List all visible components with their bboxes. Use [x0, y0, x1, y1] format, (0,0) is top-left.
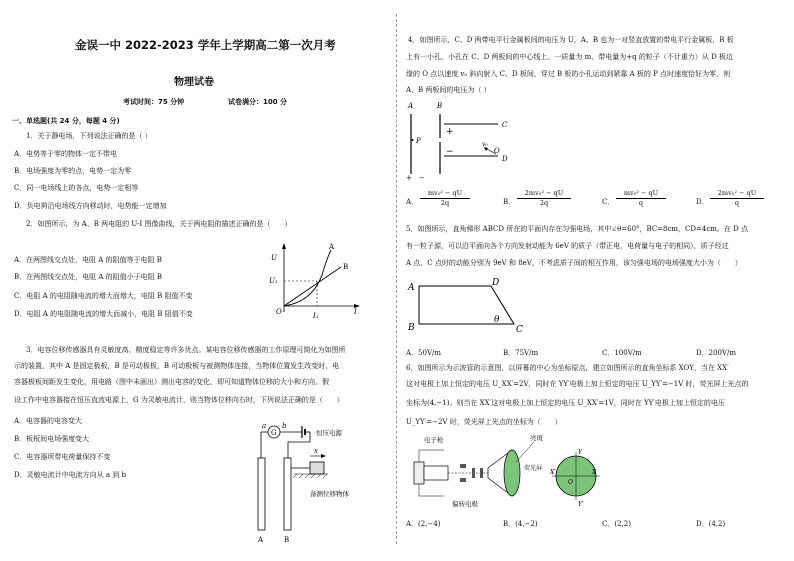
fig-label-b-small: b — [282, 422, 287, 430]
q4-option-d-fraction — [710, 189, 764, 208]
fig-label-d: D — [492, 278, 500, 288]
fig-label-source: 恒压电源 — [316, 429, 342, 437]
fig-label-o: O — [276, 308, 282, 316]
right-column — [398, 0, 794, 561]
q2-option-c: C．电阻 A 的电阻随电流的增大而增大，电阻 B 阻值不变 — [14, 292, 193, 300]
q4-option-b-numerator: 2mv₀² − qU — [517, 189, 571, 199]
q4-option-a-fraction — [420, 189, 470, 208]
q3-option-a: A．电容器的电容变大 — [14, 417, 83, 425]
fig-label-a-small: a — [262, 422, 267, 430]
q3-line-3: 容器极板间距发生变化，用电路（图中未画出）测出电容的变化，即可知道物体位移的大小和方向。假 — [14, 378, 329, 386]
fig-label-c: C — [516, 325, 523, 335]
fig-label-gun: 电子枪 — [424, 436, 444, 444]
fig-label-g: G — [271, 429, 277, 437]
q6-line-2: 这对电极上加上恒定的电压 U_XX′=2V，同时在 YY′电极上加上恒定的电压 U_YY′=−1V 时，荧光屏上光点的 — [406, 380, 749, 388]
q4-option-c-fraction — [616, 189, 666, 208]
q4-option-c: C． — [602, 198, 615, 206]
q2-option-b: B．在两图线交点处，电阻 A 的阻值小于电阻 B — [14, 273, 163, 281]
exam-title: 金误一中 2022-2023 学年上学期高二第一次月考 — [75, 38, 336, 52]
q6-line-1: 6．如图所示为示波管的示意图，以屏幕的中心为坐标原点，建立如图所示的直角坐标系 XOY，当在 XX′ — [406, 364, 729, 372]
fig-label-y: Y — [578, 449, 582, 456]
q5-line-3: A 点、C 点时的动能分别为 9eV 和 8eV，不考虑质子间的相互作用，该匀强电场的电场强度大小为（ ） — [406, 259, 742, 267]
fig-label-c: C — [502, 121, 508, 129]
q6-line-3: 坐标为(4,−1)。则当在 XX′这对电极上加上恒定的电压 U_XX′=1V，同时在 YY′电极上加上恒定的电压 — [406, 399, 725, 407]
q5-option-d: D．200V/m — [696, 349, 737, 357]
section-heading: 一、单选题(共 24 分，每题 4 分) — [12, 117, 120, 125]
q4-option-b-fraction — [517, 189, 571, 208]
q1-stem: 1．关于静电场，下列说法正确的是（ ） — [26, 132, 152, 140]
q1-option-c: C．同一电场线上的各点，电势一定相等 — [14, 184, 139, 192]
x-plate-right — [480, 468, 483, 478]
full-score: 试卷满分：100 分 — [228, 98, 288, 106]
fig-label-plate-b: B — [437, 102, 443, 110]
q1-option-b: B．电场强度为零的点，电势一定为零 — [14, 167, 132, 175]
q5-option-a: A．50V/m — [406, 349, 442, 357]
fig-pm-sign: + − — [406, 174, 425, 182]
curve-b — [284, 267, 341, 306]
q2-option-a: A．在两图线交点处，电阻 A 的阻值等于电阻 B — [14, 256, 162, 264]
fig-label-d: D — [502, 155, 508, 163]
fig-label-a: A — [408, 283, 415, 293]
fig-minus-sign: − — [446, 147, 454, 157]
q4-option-c-numerator: mv₀² − qU — [616, 189, 666, 199]
q4-option-a-denominator: 2q — [440, 199, 450, 207]
q3-capacitor-figure — [244, 418, 384, 550]
q4-option-b: B． — [503, 198, 516, 206]
q3-option-c: C．电容器所带电荷量保持不变 — [14, 453, 111, 461]
q4-line-2: 上有一小孔，小孔在 C、D 两板间的中心线上。一质量为 m、带电量为+q 的粒子（不计重力）从 D 板边 — [406, 53, 733, 61]
fig-label-v0: v₀ — [482, 141, 488, 148]
fig-label-bright: 亮斑 — [530, 434, 543, 442]
x-plate-left — [472, 468, 475, 478]
plate-a — [258, 458, 265, 530]
q4-option-a-numerator: mv₀² − qU — [420, 189, 470, 199]
fig-label-u: U — [271, 254, 277, 262]
q5-trapezoid-figure — [404, 276, 534, 338]
q4-option-a: A． — [406, 198, 419, 206]
fig-label-plate-b: B — [284, 536, 290, 544]
q3-option-b: B．板板间电场强度变大 — [14, 435, 90, 443]
q6-option-d: D．(4,2) — [696, 520, 726, 528]
q1-option-a: A．电势等于零的物体一定不带电 — [14, 150, 118, 158]
y-plate-bottom — [460, 478, 466, 482]
fig-label-x-prime: X′ — [550, 469, 556, 476]
q2-option-d: D．电阻 A 的电阻随电流的增大而减小，电阻 B 阻值不变 — [14, 310, 193, 318]
q2-stem: 2．如图所示，为 A、B 两电阻的 U-I 图像曲线，关于两电阻的描述正确的是（ ） — [26, 220, 292, 228]
q4-plates-figure — [402, 98, 522, 182]
q3-line-1: 3．电容位移传感器具有灵敏度高、精度稳定等许多优点。某电容位移传感器的工作原理可简化为如图所 — [26, 346, 346, 354]
fig-label-x: x — [314, 447, 318, 455]
q5-option-c: C．100V/m — [602, 349, 642, 357]
fig-label-i: I — [354, 308, 357, 316]
left-column — [0, 0, 396, 561]
fig-label-y-prime: Y′ — [578, 501, 584, 508]
q4-option-d-numerator: 2mv₀² − qU — [710, 189, 764, 199]
q4-line-3: 缘的 O 点以速度 v₀ 斜向射入 C、D 板间，穿过 B 板的小孔运动到紧靠 A 板的 P 点时速度恰好为零，则 — [406, 70, 731, 78]
exam-time: 考试时间：75 分钟 — [123, 98, 185, 106]
q1-option-d: D．负电荷沿电场线方向移动时，电势能一定增加 — [14, 202, 167, 210]
q6-option-a: A．(2,−4) — [406, 520, 441, 528]
q6-option-c: C．(2,2) — [602, 520, 631, 528]
fig-label-u1: U₁ — [269, 277, 278, 285]
q5-line-1: 5．如图所示，直角梯形 ABCD 所在的平面内存在匀强电场，其中∠θ=60°，BC=8cm，CD=4cm。在 D 点 — [406, 225, 748, 233]
fluorescent-screen — [504, 450, 520, 496]
fig-label-object: 备测位移物体 — [310, 490, 349, 498]
q3-option-d: D．灵敏电流计中电流方向从 a 到 b — [14, 471, 126, 479]
q6-oscilloscope-figure — [404, 432, 604, 514]
fig-label-theta: θ — [494, 315, 500, 325]
fig-label-plate-a: A — [408, 102, 414, 110]
y-plate-top — [460, 464, 466, 468]
exam-subtitle: 物理试卷 — [174, 77, 214, 88]
column-divider — [396, 14, 397, 544]
measured-object — [310, 462, 324, 474]
q5-line-2: 有一粒子源，可以沿平面向各个方向发射动能为 6eV 的质子（带正电，电荷量与电子的相同），质子经过 — [406, 242, 729, 250]
fig-label-o: O — [568, 479, 573, 486]
q3-line-4: 设工作中电容器接在恒压直流电源上，G 为灵敏电流计，则当物体位移向右时，下列说法正确的是（ ） — [14, 396, 344, 404]
fig-label-plate-a: A — [258, 536, 264, 544]
q4-line-4: A、B 两板间的电压为（ ） — [406, 86, 491, 94]
plate-b — [284, 458, 291, 530]
q4-option-c-denominator: q — [638, 199, 644, 207]
fig-label-o: O — [494, 147, 500, 155]
fig-label-b: B — [408, 323, 415, 333]
q4-option-b-denominator: 2q — [539, 199, 549, 207]
q4-line-1: 4．如图所示，C、D 两带电平行金属板间的电压为 U，A、B 也为一对竖直放置的带电平行金属板，B 板 — [408, 36, 734, 44]
q2-ui-graph — [264, 240, 364, 320]
q6-option-b: B．(4,−2) — [503, 520, 538, 528]
fig-label-i1: I₁ — [313, 312, 319, 320]
q4-option-d-denominator: q — [734, 199, 740, 207]
fig-label-b: B — [343, 263, 349, 271]
q4-option-d: D． — [696, 198, 709, 206]
fig-label-a: A — [329, 243, 335, 251]
q6-line-4: U_YY′=−2V 时，荧光屏上光点的坐标为（ ） — [406, 418, 562, 426]
fig-label-screen: 荧光屏 — [524, 465, 543, 472]
fig-label-p: P — [416, 137, 421, 145]
fig-plus-sign: + — [446, 127, 454, 137]
curve-a — [284, 250, 331, 306]
q5-option-b: B．75V/m — [503, 349, 539, 357]
fig-label-deflect: 偏转电极 — [452, 500, 478, 508]
fig-label-x: X — [592, 469, 597, 476]
q3-line-2: 示的装置，其中 A 是固定极板，B 是可动极板，B 可动极板与被测物体连接，当物体位置发生改变时，电 — [14, 362, 340, 370]
